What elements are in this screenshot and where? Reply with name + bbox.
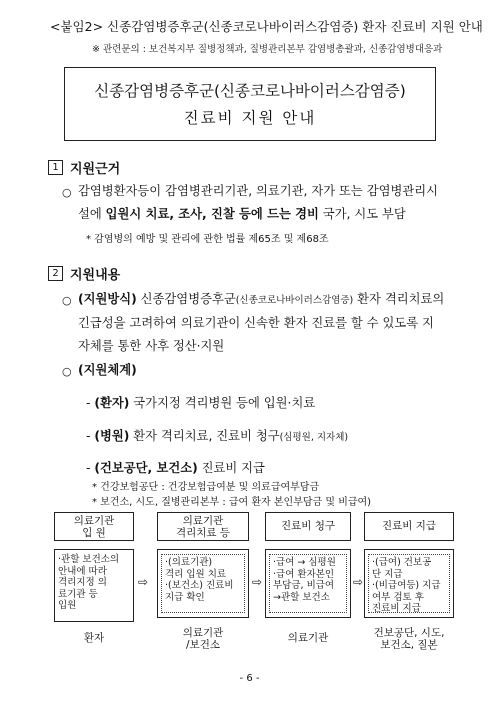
cell-line: ·관할 보건소의 bbox=[58, 554, 120, 565]
item-dash: - bbox=[86, 396, 91, 410]
cell-line: 진료비 지급 bbox=[372, 603, 421, 614]
method-line-1 bbox=[62, 288, 472, 312]
method-line-1-b: 환자 격리치료의 bbox=[353, 292, 445, 306]
line-2-suffix: 국가, 시도 부담 bbox=[318, 207, 406, 221]
flow-arrow-3: ⇨ bbox=[353, 575, 364, 589]
title-line-1: 신종감염병증후군(신종코로나바이러스감염증) bbox=[94, 82, 406, 100]
header-line-1: 의료기관 bbox=[182, 515, 224, 527]
item-text: 국가지정 격리병원 등에 입원·치료 bbox=[129, 396, 316, 410]
header-line-2: 격리치료 등 bbox=[175, 526, 231, 539]
method-bullet: ○ bbox=[62, 294, 72, 307]
flow-arrow-1: ⇨ bbox=[138, 575, 149, 589]
method-line-1-small: (신종코로나바이러스감염증) bbox=[235, 295, 354, 306]
cell-line: →관할 보건소 bbox=[273, 591, 330, 603]
page-number: - 6 - bbox=[239, 673, 260, 684]
flow-diagram bbox=[54, 512, 454, 658]
system-item-payer bbox=[86, 458, 265, 476]
method-line-3: 자체를 통한 사후 정산·지원 bbox=[78, 339, 225, 353]
item-text: 환자 격리치료, 진료비 청구 bbox=[129, 429, 280, 443]
cell-line: 안내에 따라 bbox=[58, 565, 107, 577]
title-box bbox=[64, 67, 436, 141]
attachment-title: <붙임2> 신종감염병증후군(신종코로나바이러스감염증) 환자 진료비 지원 안내 bbox=[50, 19, 483, 34]
section-2-heading bbox=[48, 264, 120, 283]
cell-line: 격리 입원 치료 bbox=[165, 568, 227, 580]
section-2-number: 2 bbox=[48, 266, 63, 281]
cell-line: 격리지정 의 bbox=[58, 577, 107, 588]
section-1-title: 지원근거 bbox=[70, 162, 121, 177]
system-item-hospital bbox=[86, 426, 348, 444]
flow-cell-treatment bbox=[157, 549, 249, 618]
system-label: (지원체계) bbox=[78, 363, 137, 377]
item-label: (건보공단, 보건소) bbox=[94, 461, 198, 475]
cell-line: ·급여 환자본인 bbox=[273, 568, 335, 580]
footer-line-2: 보건소, 질본 bbox=[380, 639, 438, 651]
cell-line: 료기관 등 bbox=[58, 588, 98, 600]
cell-line: 입원 bbox=[58, 600, 77, 611]
cell-line: ·급여 → 심평원 bbox=[273, 557, 336, 568]
section-1-line-2 bbox=[62, 203, 472, 226]
contact-note: ※ 관련문의 : 보건복지부 질병정책과, 질병관리본부 감염병총괄과, 신종감염병대응과 bbox=[92, 44, 443, 55]
system-note-2: * 보건소, 시도, 질병관리본부 : 급여 환자 본인부담금 및 비급여) bbox=[92, 497, 372, 508]
support-system bbox=[62, 359, 137, 382]
cell-line: 단 지급 bbox=[372, 568, 403, 580]
header-line-1: 의료기관 bbox=[73, 515, 115, 527]
system-item-patient bbox=[86, 393, 315, 411]
flow-footer-payer bbox=[364, 625, 454, 654]
method-line-1-a: 신종감염병증후군 bbox=[136, 292, 236, 306]
section-1-bullet: ○ bbox=[62, 186, 72, 199]
line-2-bold: 입원시 치료, 조사, 진찰 등에 드는 경비 bbox=[105, 207, 319, 221]
flow-cell-claim bbox=[265, 549, 351, 618]
item-dash: - bbox=[86, 461, 91, 475]
flow-cell-payment bbox=[364, 549, 454, 618]
system-bullet: ○ bbox=[62, 365, 72, 378]
item-label: (병원) bbox=[94, 429, 130, 443]
item-label: (환자) bbox=[94, 396, 130, 410]
section-2-title: 지원내용 bbox=[70, 268, 121, 283]
cell-line: ·(의료기관) bbox=[165, 557, 213, 568]
system-note-1: * 건강보험공단 : 건강보험급여분 및 의료급여부담금 bbox=[92, 482, 320, 493]
cell-line: 지급 확인 bbox=[165, 591, 205, 603]
item-small: (심평원, 지자체) bbox=[279, 432, 349, 443]
footer-line-1: 건보공단, 시도, bbox=[373, 627, 445, 639]
item-dash: - bbox=[86, 429, 91, 443]
item-text: 진료비 지급 bbox=[197, 461, 265, 475]
cell-line: ·(비급여등) 지급 bbox=[372, 580, 441, 591]
method-line-2: 긴급성을 고려하여 의료기관이 신속한 환자 진료를 할 수 있도록 지 bbox=[78, 316, 434, 330]
section-1-body bbox=[62, 180, 472, 226]
cell-line: 여부 검토 후 bbox=[372, 591, 424, 603]
flow-footer-claim: 의료기관 bbox=[287, 632, 329, 644]
flow-header-payment: 진료비 지급 bbox=[364, 512, 454, 541]
footer-line-2: /보건소 bbox=[186, 639, 220, 651]
line-2-prefix: 설에 bbox=[78, 207, 106, 221]
section-1-number: 1 bbox=[48, 160, 63, 175]
title-line-2: 진료비 지원 안내 bbox=[183, 109, 317, 127]
section-1-line-1: 감염병환자등이 감염병관리기관, 의료기관, 자가 또는 감염병관리시 bbox=[78, 184, 438, 198]
cell-line: ·(급여) 건보공 bbox=[372, 557, 432, 568]
support-method bbox=[62, 288, 472, 358]
flow-arrow-2: ⇨ bbox=[252, 575, 263, 589]
flow-header-claim: 진료비 청구 bbox=[265, 512, 351, 541]
section-1-heading bbox=[48, 158, 120, 177]
cell-line: 부담금, 비급여 bbox=[273, 580, 335, 591]
footer-line-1: 의료기관 bbox=[182, 627, 224, 639]
flow-footer-patient: 환자 bbox=[83, 632, 105, 644]
header-line-2: 입 원 bbox=[82, 526, 106, 539]
method-label: (지원방식) bbox=[78, 292, 137, 306]
flow-header-admission bbox=[54, 512, 134, 541]
flow-header-treatment bbox=[157, 512, 249, 541]
flow-cell-admission bbox=[54, 549, 134, 622]
flow-footer-hospital bbox=[157, 625, 249, 654]
cell-line: ·(보건소) 진료비 bbox=[165, 580, 234, 591]
section-1-note: * 감염병의 예방 및 관리에 관한 법률 제65조 및 제68조 bbox=[86, 234, 329, 245]
